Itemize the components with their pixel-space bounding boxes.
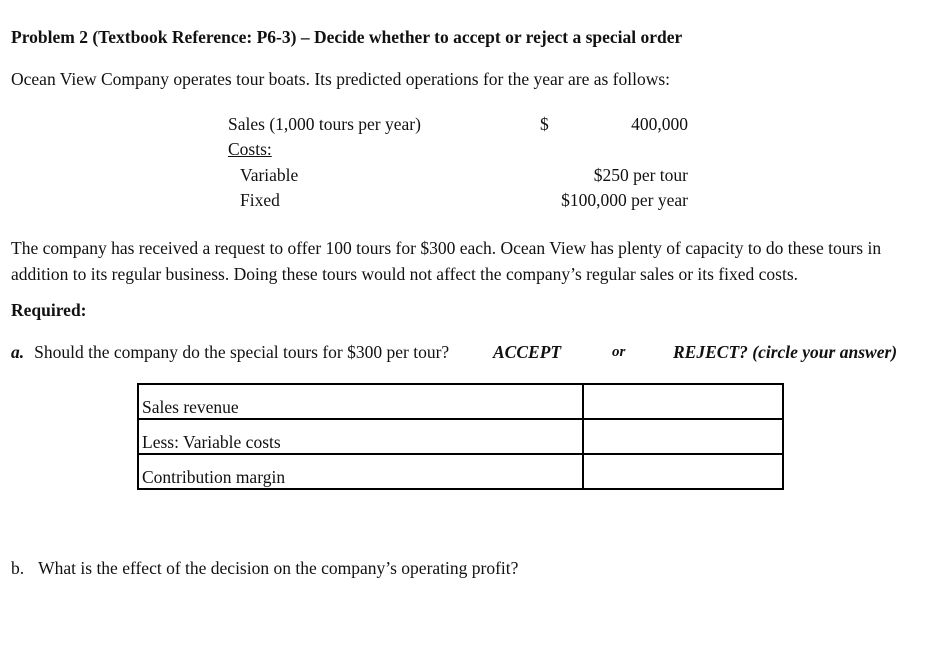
sales-revenue-label: Sales revenue — [138, 384, 583, 419]
required-heading: Required: — [11, 300, 87, 320]
contribution-margin-label: Contribution margin — [138, 454, 583, 489]
fixed-value: $100,000 per year — [561, 190, 688, 210]
reject-option[interactable]: REJECT? (circle your answer) — [673, 342, 898, 362]
table-row — [138, 419, 783, 454]
fixed-label: Fixed — [240, 190, 280, 210]
contribution-margin-answer-cell[interactable] — [583, 454, 783, 489]
question-a — [11, 342, 449, 363]
table-row — [138, 384, 783, 419]
question-a-text: Should the company do the special tours for $300 per tour? — [34, 342, 450, 362]
costs-label: Costs: — [228, 139, 272, 159]
sales-currency: $ — [540, 114, 549, 134]
question-b-letter: b. — [11, 558, 25, 578]
question-b — [11, 558, 518, 579]
question-a-letter: a. — [11, 342, 25, 362]
question-b-text: What is the effect of the decision on the company’s operating profit? — [38, 558, 519, 578]
sales-revenue-answer-cell[interactable] — [583, 384, 783, 419]
table-row — [138, 454, 783, 489]
variable-costs-label: Less: Variable costs — [138, 419, 583, 454]
or-text: or — [612, 344, 626, 360]
contribution-margin-table — [137, 383, 784, 490]
scenario-paragraph: The company has received a request to offer 100 tours for $300 each. Ocean View has plenty of capacity to do these tours in addition to its regular business. Doing these tours would not affect the company’s regular sales or its fixed costs. — [11, 238, 882, 284]
variable-value: $250 per tour — [593, 165, 688, 185]
sales-label: Sales (1,000 tours per year) — [228, 114, 421, 134]
variable-label: Variable — [240, 165, 299, 185]
variable-costs-answer-cell[interactable] — [583, 419, 783, 454]
sales-value: 400,000 — [631, 114, 688, 134]
problem-title: Problem 2 (Textbook Reference: P6-3) – Decide whether to accept or reject a special order — [11, 27, 683, 47]
intro-text: Ocean View Company operates tour boats. Its predicted operations for the year are as follows: — [11, 69, 671, 89]
accept-option[interactable]: ACCEPT — [493, 342, 562, 362]
